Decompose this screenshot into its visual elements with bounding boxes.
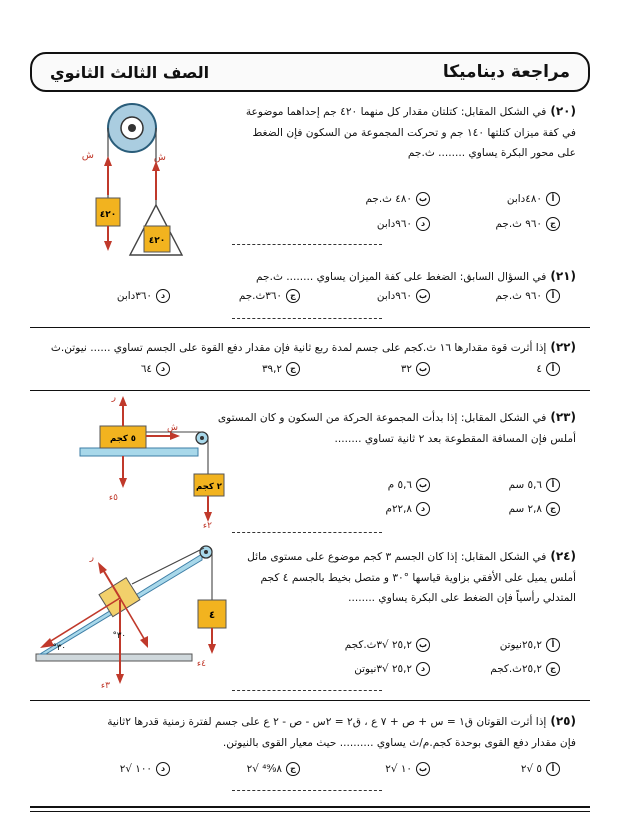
weight-label: ٣ء [100,681,110,691]
option-a[interactable]: أ٢٥,٢نيوتن [500,638,560,652]
option-a[interactable]: أ٤ [536,362,560,376]
table-surface [80,448,198,456]
question-text: في الشكل المقابل: كتلتان مقدار كل منهما ٤٢٠ جم إحداهما موضوعة [245,106,547,118]
angle-label: ٣٠° [52,643,66,653]
mass-label: ٢ كجم [196,482,222,492]
separator [30,327,590,328]
option-a[interactable]: أ٥,٦ سم [509,478,560,492]
reaction-label: ر [89,553,94,563]
question-number: (٢٣) [550,410,576,424]
question-text: في كفة ميزان كتلتها ١٤٠ جم و تحركت المجموعة من السكون فإن الضغط [252,126,576,139]
option-b[interactable]: ب٢٥,٢ √٣ث.كجم [345,638,430,652]
table-pulley-figure-q23 [70,390,240,530]
question-number: (٢٢) [550,340,576,354]
page-header [30,52,590,92]
tension-label-left: ش [81,150,94,161]
page-title: مراجعة ديناميكا [442,62,570,82]
question-text: إذا أثرت القوتان ق١ = س + ص + ٧ ع ، ق٢ = ٢س - ص - ٢ ع على جسم لفترة زمنية قدرها ٢ثانية [107,716,547,728]
question-24 [196,545,576,608]
option-c[interactable]: ج٢٥,٢ث.كجم [490,662,560,676]
question-number: (٢٤) [550,549,576,563]
footer-rule [30,806,590,808]
weight-label: ٥ء [108,493,118,503]
option-b[interactable]: ب٤٨٠ ث.جم [366,192,430,206]
pulley-figure-q20 [80,100,240,260]
question-text: المتدلي رأسياً فإن الضغط على البكرة يساوي ........ [348,591,576,604]
separator-dashed [232,318,382,319]
angle-label: ٣٠° [112,631,126,641]
separator-dashed [232,790,382,791]
option-c[interactable]: ج٩٦٠ ث.جم [496,217,560,231]
question-number: (٢٥) [550,714,576,728]
option-b[interactable]: ب٩٦٠دابن [377,289,430,303]
option-d[interactable]: د٣٦٠دابن [117,289,170,303]
mass-label: ٥ كجم [110,434,136,444]
option-b[interactable]: ب١٠ √٢ [385,762,430,776]
question-23 [196,406,576,449]
question-text: في الشكل المقابل: إذا بدأت المجموعة الحركة من السكون و كان المستوى [217,412,547,424]
question-21 [36,265,576,288]
option-a[interactable]: أ٩٦٠ ث.جم [496,289,560,303]
mass-label: ٤٢٠ [99,210,117,220]
tension-label-right: ش [153,152,166,163]
option-d[interactable]: د٢٥,٢ √٣نيوتن [354,662,430,676]
question-text: أملس فإن المسافة المقطوعة بعد ٢ ثانية تساوي ........ [334,432,576,445]
separator-dashed [232,532,382,533]
question-text: فإن مقدار دفع القوى بوحدة كجم.م/ث يساوي .......... حيث معيار القوى بالنيوتن. [222,736,576,749]
inclined-plane-figure-q24 [36,538,236,691]
question-text: إذا أثرت قوة مقدارها ١٦ ث.كجم على جسم لمدة ربع ثانية فإن مقدار دفع القوة على الجسم تساوي ...... نيوتن.ث [50,342,547,354]
question-25 [26,710,576,753]
option-c[interactable]: ج٢,٨ سم [509,502,560,516]
option-d[interactable]: د١٠٠ √٢ [120,762,170,776]
mass-label: ٤٢٠ [148,236,166,246]
tension-label: ش [167,423,178,433]
footer-rule [30,811,590,812]
option-d[interactable]: د٦٤ [141,362,170,376]
question-22 [26,336,576,359]
ground [36,654,192,661]
option-a[interactable]: أ٥ √٢ [521,762,560,776]
separator-dashed [232,690,382,691]
grade-label: الصف الثالث الثانوي [50,62,210,82]
option-a[interactable]: أ٤٨٠دابن [507,192,560,206]
weight-label: ٢ء [202,521,212,531]
separator [30,700,590,701]
question-number: (٢١) [550,269,576,283]
question-text: أملس يميل على الأفقي بزاوية قياسها °٣٠ و متصل بخيط بالجسم ٤ كجم [260,571,576,584]
option-c[interactable]: ج٣٦٠ث.جم [239,289,300,303]
reaction-label: ر [111,393,116,403]
question-number: (٢٠) [550,104,576,118]
question-text: في السؤال السابق: الضغط على كفة الميزان يساوي ........ ث.جم [255,271,547,283]
weight-label: ٤ء [196,659,206,669]
mass-label: ٤ [208,610,216,621]
option-b[interactable]: ب٥,٦ م [388,478,430,492]
option-c[interactable]: ج٣٩,٢ [262,362,300,376]
component-arrow [46,598,120,644]
option-d[interactable]: د٩٦٠دابن [377,217,430,231]
option-c[interactable]: ج⁴⁹⁄₉٨ √٢ [247,762,300,776]
option-d[interactable]: د٢٢,٨م [386,502,430,516]
option-b[interactable]: ب٣٢ [401,362,430,376]
question-text: على محور البكرة يساوي ........ ث.جم [407,146,576,159]
question-20 [196,100,576,163]
separator-dashed [232,244,382,245]
question-text: في الشكل المقابل: إذا كان الجسم ٣ كجم موضوع على مستوى مائل [247,551,547,563]
